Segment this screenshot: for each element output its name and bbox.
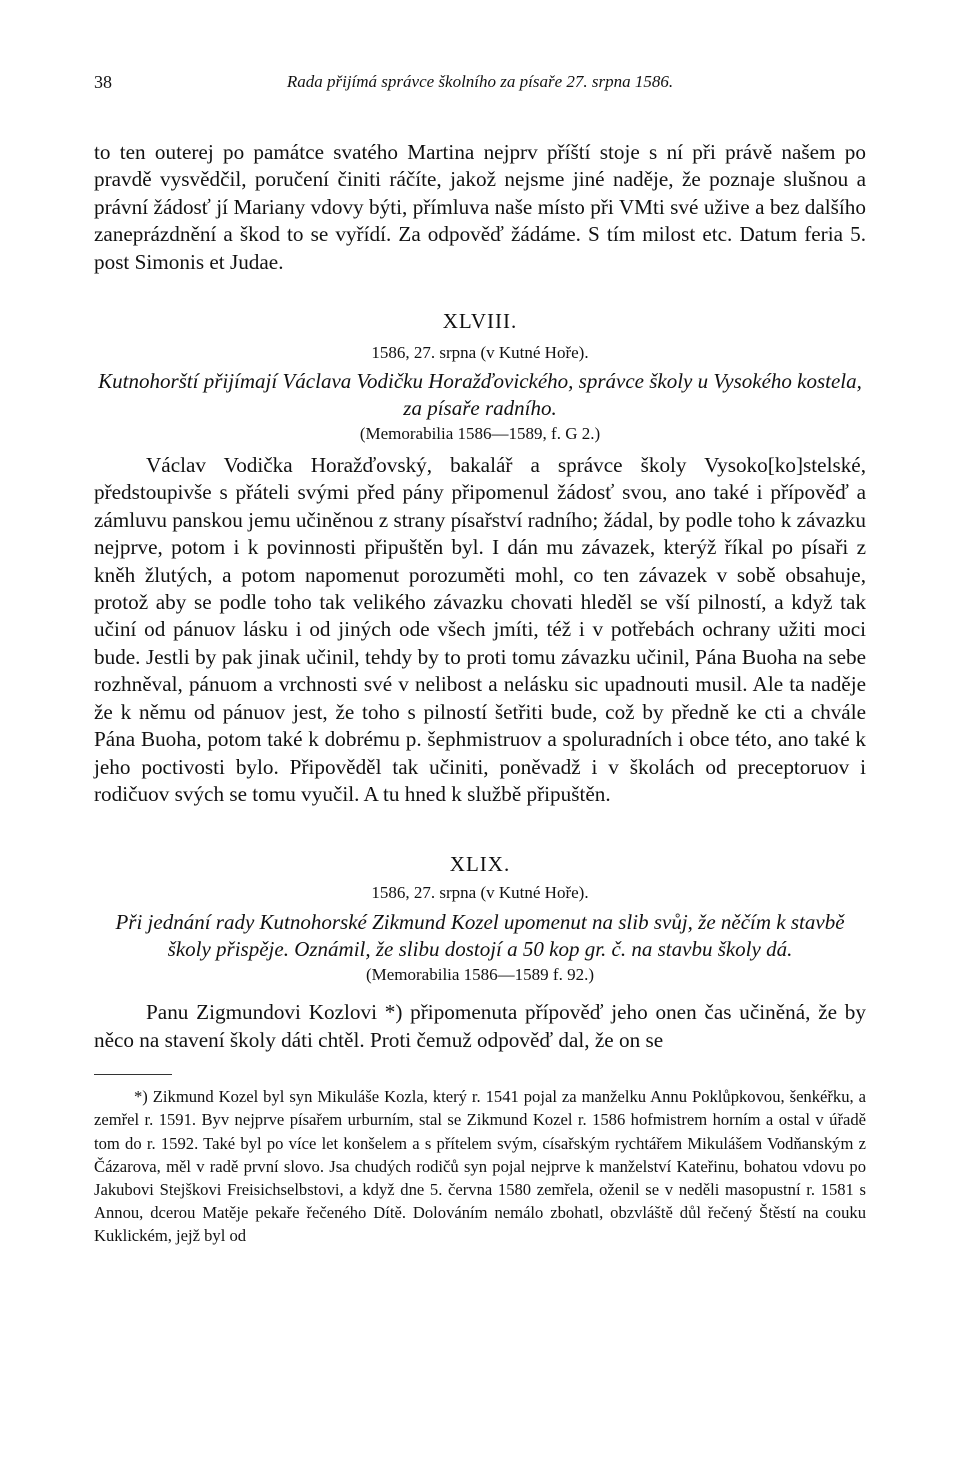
running-head xyxy=(94,72,866,100)
document-48-summary: Kutnohorští přijímají Václava Vodičku Horažďovického, správce školy u Vysokého kostela, za písaře radního. xyxy=(98,369,862,421)
page-number: 38 xyxy=(94,72,112,92)
running-title: Rada přijímá správce školního za písaře 27. srpna 1586. xyxy=(286,72,674,91)
document-48-source: (Memorabilia 1586—1589, f. G 2.) xyxy=(359,424,601,444)
document-page xyxy=(94,72,866,1248)
document-48-text: Václav Vodička Horažďovský, bakalář a správce školy Vysoko[ko]stelské, předstoupivše s přáteli svými před pány připomenul žádosť svou, ano také i přípověď a zámluvu panskou jemu učiněnou z strany písařství radního; žádal, by podle toho k závazku nejprve, potom i k povinnosti připuštěn byl. I dán mu závazek, kterýž říkal po písaři z kněh žlutých, a potom napomenut porozuměti mohl, co ten závazek v sobě obsahuje, protož aby se podle toho tak velikého závazku chovati hleděl se vší pilností, a když tak učiní od pánuov lásku i od jiných ode všech jmíti, též i v potřebách ochrany užiti moci bude. Jestli by pak jinak učinil, tehdy by to proti tomu závazku učinil, Pána Buoha na sebe rozhněval, pánuom a vrchnosti své v nelibost a nelásku sic upadnouti musil. Ale ta naděje že k němu od pánuov jest, že toho s pilností šetřiti bude, což by předně ke cti a chvále Pána Buoha, potom také k dobrému p. šephmistruov a spoluradních i obce této, ano také k jeho poctivosti bylo. Připověděl tak učiniti, poněvadž i v školách od preceptoruov i rodičuov svých se tomu vyučil. A tu hned k službě připuštěn. xyxy=(94,453,866,806)
document-49-source: (Memorabilia 1586—1589 f. 92.) xyxy=(365,965,595,985)
opening-paragraph: to ten outerej po památce svatého Martina nejprv příští stoje s ní při právě našem po pravdě vysvědčil, poručení činiti ráčíte, jakož nejsme jiné naděje, že poznaje slušnou a právní žádosť jí Mariany vdovy býti, přímluva naše místo při VMti své užive a bez dalšího zaneprázdnění a škod to se vyřídí. Za odpověď žádáme. S tím milost etc. Datum feria 5. post Simonis et Judae. xyxy=(94,140,866,274)
footnote: *) Zikmund Kozel byl syn Mikuláše Kozla, který r. 1541 pojal za manželku Annu Poklůpkovou, šenkéřku, a zemřel r. 1591. Byv nejprve písařem urburním, stal se Zikmund Kozel r. 1586 hofmistrem horním a ostal v úřadě tom do r. 1592. Také byl po více let konšelem a s přítelem svým, císařským rychtářem Mikulášem Vodňanským z Čázarova, měl v radě první slovo. Jsa chudých rodičů syn pojal nejprve k manželství Kateřinu, bohatou vdovu po Jakubovi Stejškovi Freisichselbstovi, a když dne 5. června 1580 zemřela, oženil se v neděli masopustní r. 1581 s Annou, dcerou Matěje pekaře řečeného Dítě. Dolováním nemálo zbohatl, obzvláště důl řečený Štěstí na couku Kuklickém, jejž byl od xyxy=(94,1087,866,1246)
document-48-number: XLVIII. xyxy=(442,309,518,334)
document-49-text: Panu Zigmundovi Kozlovi *) připomenuta přípověď jeho onen čas učiněná, že by něco na stavení školy dáti chtěl. Proti čemuž odpověď dal, že on se xyxy=(94,1000,866,1052)
document-49-summary: Při jednání rady Kutnohorské Zikmund Kozel upomenut na slib svůj, že něčím k stavbě školy přispěje. Oznámil, že slibu dostojí a 50 kop gr. č. na stavbu školy dá. xyxy=(115,910,845,962)
document-49-number: XLIX. xyxy=(449,852,511,877)
document-49-dateline: 1586, 27. srpna (v Kutné Hoře). xyxy=(371,883,589,903)
document-48-dateline: 1586, 27. srpna (v Kutné Hoře). xyxy=(371,343,589,363)
